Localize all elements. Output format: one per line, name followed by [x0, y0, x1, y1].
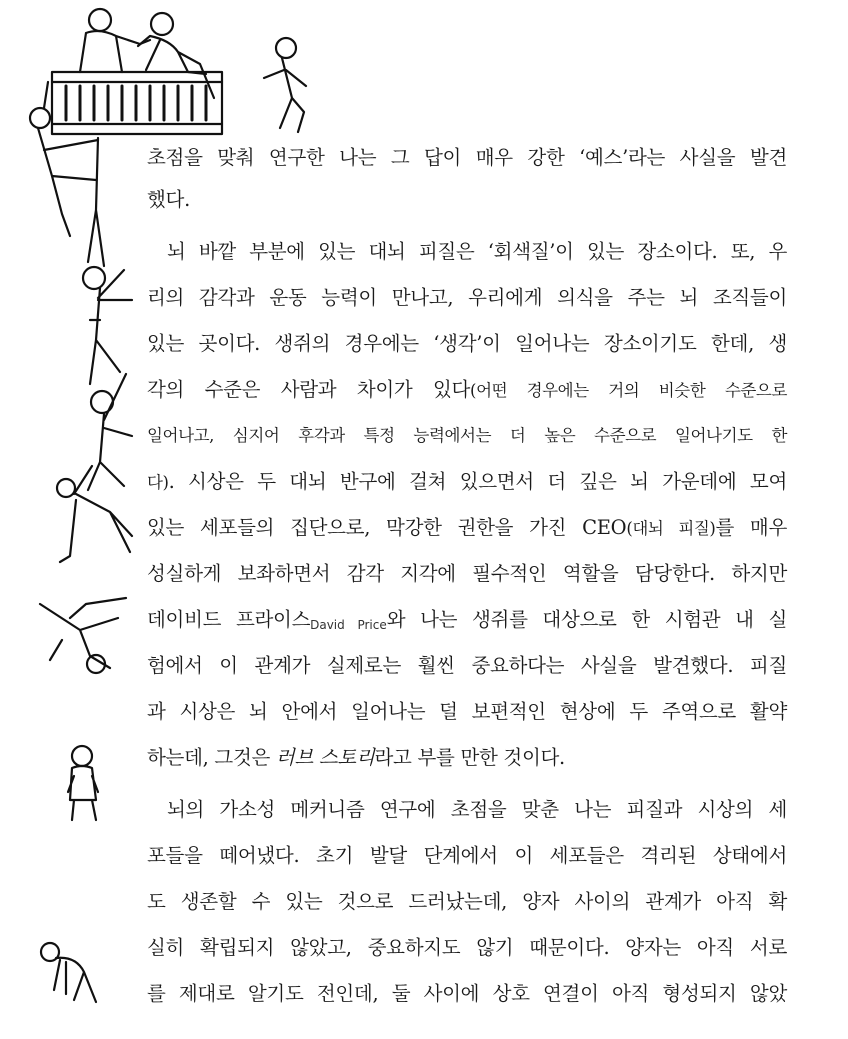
text-fragment: . 시상은 두 대뇌 반구에 걸쳐 있으면서 더 깊은 뇌 가운데에 모여	[168, 470, 787, 493]
text-line: 초점을 맞춰 연구한 나는 그 답이 매우 강한 ‘예스’라는 사실을 발견	[147, 146, 787, 169]
text-line	[147, 370, 787, 410]
sitting-figure-illustration	[68, 746, 98, 820]
text-line: 를 제대로 알기도 전인데, 둘 사이에 상호 연결이 아직 형성되지 않았	[147, 982, 787, 1005]
text-fragment: 있는 세포들의 집단으로, 막강한 권한을 가진 CEO	[147, 516, 627, 539]
text-line: 과 시상은 뇌 안에서 일어나는 덜 보편적인 현상에 두 주역으로 활약	[147, 700, 787, 723]
text-line: 뇌 바깥 부분에 있는 대뇌 피질은 ‘회색질’이 있는 장소이다. 또, 우	[167, 240, 787, 263]
parenthetical-note: (어떤 경우에는 거의 비슷한 수준으로	[470, 381, 787, 400]
text-line: 도 생존할 수 있는 것으로 드러났는데, 양자 사이의 관계가 아직 확	[147, 890, 787, 913]
text-line: 험에서 이 관계가 실제로는 훨씬 중요하다는 사실을 발견했다. 피질	[147, 654, 787, 677]
floating-figure-illustration	[40, 598, 126, 673]
text-line: 실히 확립되지 않았고, 중요하지도 않기 때문이다. 양자는 아직 서로	[147, 936, 787, 959]
text-fragment: 데이비드 프라이스	[147, 608, 311, 631]
text-line: 포들을 떼어냈다. 초기 발달 단계에서 이 세포들은 격리된 상태에서	[147, 844, 787, 867]
text-line: 있는 곳이다. 생쥐의 경우에는 ‘생각’이 일어나는 장소이기도 한데, 생	[147, 332, 787, 355]
parenthetical-note: 다)	[147, 473, 169, 492]
emphasis-text: 러브 스토리	[275, 746, 375, 769]
climbing-figures-illustration	[30, 82, 132, 562]
text-fragment: 하는데, 그것은	[147, 746, 276, 769]
text-line: 일어나고, 심지어 후각과 특정 능력에서는 더 높은 수준으로 일어나기도 한	[147, 426, 787, 445]
text-line	[147, 600, 787, 640]
text-line	[147, 508, 787, 548]
text-line: 리의 감각과 운동 능력이 만나고, 우리에게 의식을 주는 뇌 조직들이	[147, 286, 787, 309]
text-line	[147, 462, 787, 502]
text-line: 뇌의 가소성 메커니즘 연구에 초점을 맞춘 나는 피질과 시상의 세	[167, 798, 787, 821]
english-name-gloss: David Price	[310, 618, 387, 632]
text-line	[147, 738, 787, 778]
text-fragment: 각의 수준은 사람과 차이가 있다	[147, 378, 471, 401]
text-fragment: 라고 부를 만한 것이다.	[374, 746, 565, 769]
text-line: 성실하게 보좌하면서 감각 지각에 필수적인 역할을 담당한다. 하지만	[147, 562, 787, 585]
balcony-figures-illustration	[52, 9, 222, 134]
text-fragment: 와 나는 생쥐를 대상으로 한 시험관 내 실	[386, 608, 788, 631]
text-fragment: 를 매우	[715, 516, 788, 539]
text-line: 했다.	[147, 188, 190, 211]
crawling-figure-illustration	[41, 943, 96, 1002]
running-figure-illustration	[264, 38, 306, 132]
parenthetical-note: (대뇌 피질)	[626, 519, 716, 538]
